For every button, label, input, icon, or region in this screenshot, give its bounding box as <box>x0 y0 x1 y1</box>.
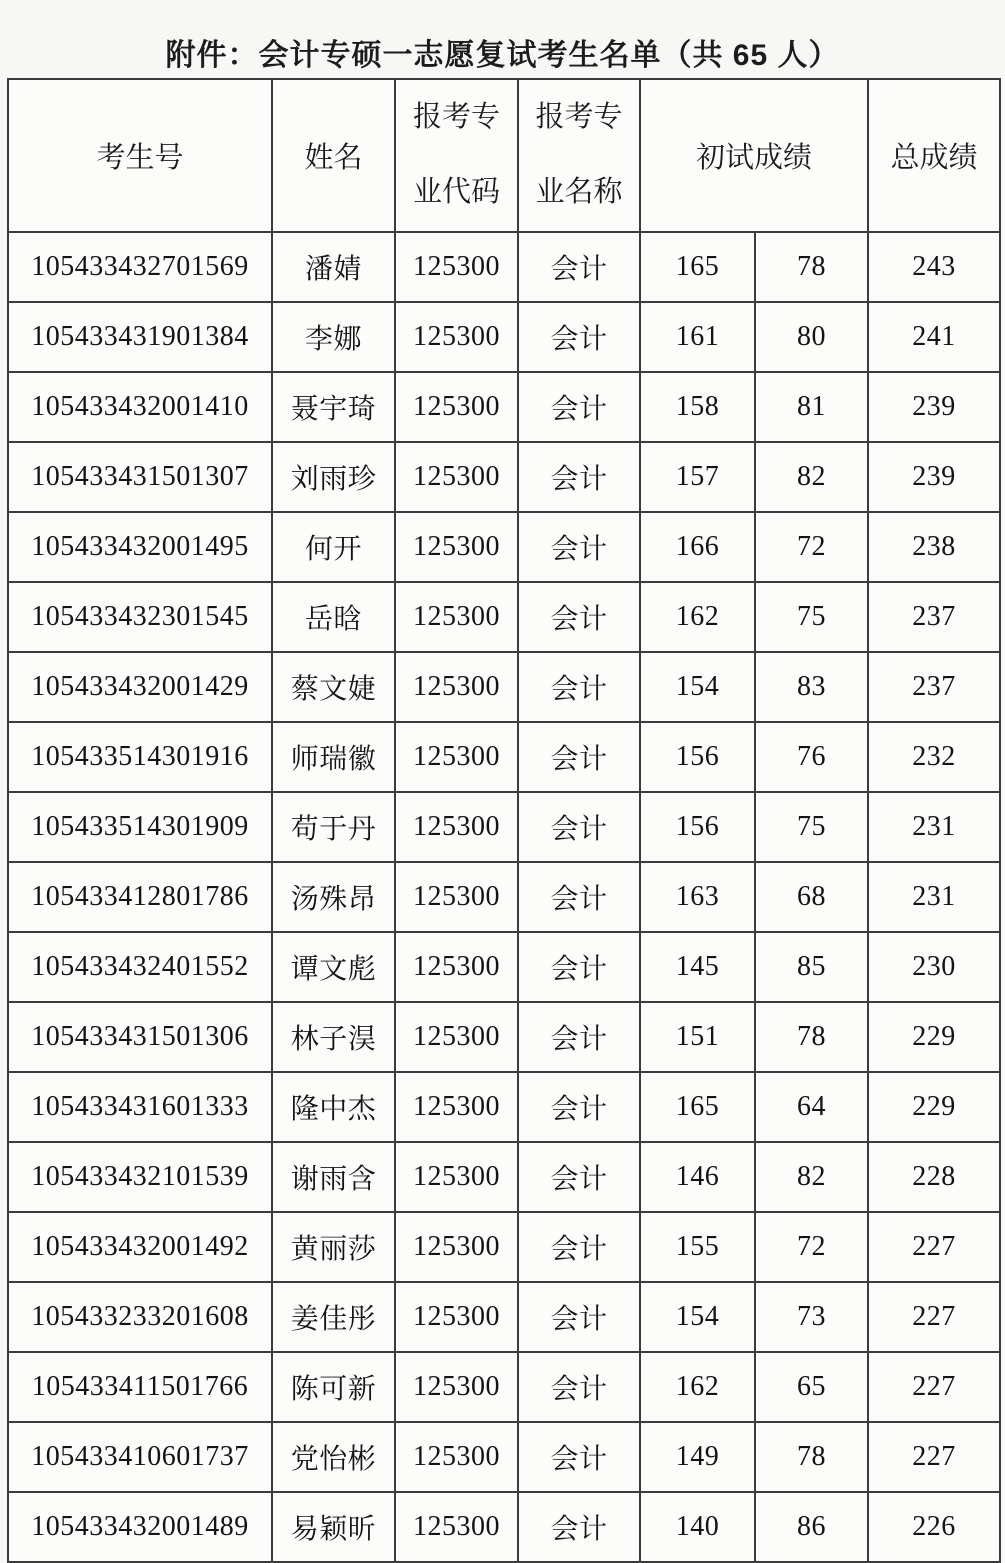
cell-candidate-no: 105433432001489 <box>8 1492 272 1562</box>
cell-total-score: 227 <box>868 1212 1000 1282</box>
cell-major-name: 会计 <box>518 1352 640 1422</box>
table-row <box>8 512 1000 582</box>
cell-major-code: 125300 <box>395 862 518 932</box>
cell-prelim-score-a: 165 <box>640 232 755 302</box>
cell-prelim-score-b: 86 <box>755 1492 868 1562</box>
cell-candidate-no: 105433410601737 <box>8 1422 272 1492</box>
cell-candidate-no: 105433432701569 <box>8 232 272 302</box>
cell-prelim-score-a: 157 <box>640 442 755 512</box>
cell-name: 林子淏 <box>272 1002 395 1072</box>
cell-prelim-score-a: 154 <box>640 1282 755 1352</box>
cell-name: 陈可新 <box>272 1352 395 1422</box>
cell-prelim-score-a: 146 <box>640 1142 755 1212</box>
cell-major-code: 125300 <box>395 792 518 862</box>
cell-prelim-score-b: 75 <box>755 792 868 862</box>
header-candidate-no: 考生号 <box>8 79 272 232</box>
cell-name: 姜佳彤 <box>272 1282 395 1352</box>
page-title: 附件：会计专硕一志愿复试考生名单（共 65 人） <box>165 39 840 72</box>
cell-prelim-score-b: 82 <box>755 442 868 512</box>
table-row <box>8 652 1000 722</box>
candidate-roster-table <box>7 78 1001 1563</box>
cell-major-name: 会计 <box>518 1072 640 1142</box>
cell-total-score: 229 <box>868 1072 1000 1142</box>
cell-major-name: 会计 <box>518 862 640 932</box>
table-row <box>8 442 1000 512</box>
cell-major-name: 会计 <box>518 1282 640 1352</box>
cell-major-code: 125300 <box>395 1422 518 1492</box>
table-row <box>8 1212 1000 1282</box>
cell-name: 潘婧 <box>272 232 395 302</box>
table-row <box>8 302 1000 372</box>
cell-major-name: 会计 <box>518 232 640 302</box>
cell-prelim-score-b: 65 <box>755 1352 868 1422</box>
cell-prelim-score-b: 73 <box>755 1282 868 1352</box>
header-major-code <box>395 79 518 232</box>
cell-prelim-score-a: 158 <box>640 372 755 442</box>
table-row <box>8 1142 1000 1212</box>
cell-major-code: 125300 <box>395 442 518 512</box>
cell-total-score: 237 <box>868 652 1000 722</box>
cell-major-code: 125300 <box>395 1352 518 1422</box>
cell-total-score: 229 <box>868 1002 1000 1072</box>
table-row <box>8 722 1000 792</box>
cell-major-name: 会计 <box>518 1212 640 1282</box>
cell-major-name: 会计 <box>518 652 640 722</box>
cell-prelim-score-b: 72 <box>755 1212 868 1282</box>
cell-major-code: 125300 <box>395 582 518 652</box>
cell-name: 李娜 <box>272 302 395 372</box>
cell-major-code: 125300 <box>395 1492 518 1562</box>
cell-total-score: 230 <box>868 932 1000 1002</box>
cell-prelim-score-b: 78 <box>755 1002 868 1072</box>
cell-prelim-score-a: 140 <box>640 1492 755 1562</box>
header-name: 姓名 <box>272 79 395 232</box>
cell-prelim-score-b: 78 <box>755 232 868 302</box>
table-row <box>8 372 1000 442</box>
cell-total-score: 232 <box>868 722 1000 792</box>
table-row <box>8 582 1000 652</box>
table-row <box>8 1352 1000 1422</box>
cell-total-score: 239 <box>868 372 1000 442</box>
cell-prelim-score-b: 72 <box>755 512 868 582</box>
cell-prelim-score-a: 149 <box>640 1422 755 1492</box>
cell-candidate-no: 105433431601333 <box>8 1072 272 1142</box>
cell-major-name: 会计 <box>518 582 640 652</box>
cell-major-code: 125300 <box>395 652 518 722</box>
cell-total-score: 238 <box>868 512 1000 582</box>
table-row <box>8 932 1000 1002</box>
cell-prelim-score-a: 161 <box>640 302 755 372</box>
cell-total-score: 239 <box>868 442 1000 512</box>
cell-major-code: 125300 <box>395 372 518 442</box>
cell-prelim-score-a: 156 <box>640 792 755 862</box>
table-row <box>8 792 1000 862</box>
cell-prelim-score-a: 155 <box>640 1212 755 1282</box>
cell-candidate-no: 105433432001410 <box>8 372 272 442</box>
cell-total-score: 227 <box>868 1422 1000 1492</box>
cell-name: 岳晗 <box>272 582 395 652</box>
cell-major-code: 125300 <box>395 1282 518 1352</box>
cell-major-name: 会计 <box>518 302 640 372</box>
cell-prelim-score-a: 166 <box>640 512 755 582</box>
table-header-row <box>8 79 1000 232</box>
cell-total-score: 237 <box>868 582 1000 652</box>
cell-total-score: 227 <box>868 1352 1000 1422</box>
cell-candidate-no: 105433431501307 <box>8 442 272 512</box>
cell-major-name: 会计 <box>518 512 640 582</box>
cell-prelim-score-a: 165 <box>640 1072 755 1142</box>
table-row <box>8 1072 1000 1142</box>
cell-prelim-score-b: 80 <box>755 302 868 372</box>
cell-major-code: 125300 <box>395 302 518 372</box>
header-initial-scores: 初试成绩 <box>640 79 868 232</box>
cell-major-code: 125300 <box>395 722 518 792</box>
cell-total-score: 226 <box>868 1492 1000 1562</box>
cell-prelim-score-b: 83 <box>755 652 868 722</box>
cell-major-code: 125300 <box>395 932 518 1002</box>
cell-total-score: 241 <box>868 302 1000 372</box>
cell-name: 易颖昕 <box>272 1492 395 1562</box>
cell-prelim-score-a: 162 <box>640 582 755 652</box>
header-total-score: 总成绩 <box>868 79 1000 232</box>
cell-total-score: 231 <box>868 862 1000 932</box>
cell-candidate-no: 105433233201608 <box>8 1282 272 1352</box>
cell-prelim-score-b: 85 <box>755 932 868 1002</box>
table-row <box>8 1002 1000 1072</box>
cell-name: 谢雨含 <box>272 1142 395 1212</box>
table-row <box>8 1422 1000 1492</box>
cell-prelim-score-b: 81 <box>755 372 868 442</box>
cell-total-score: 243 <box>868 232 1000 302</box>
table-row <box>8 1492 1000 1562</box>
cell-candidate-no: 105433432301545 <box>8 582 272 652</box>
cell-major-code: 125300 <box>395 1142 518 1212</box>
cell-prelim-score-b: 64 <box>755 1072 868 1142</box>
table-row <box>8 232 1000 302</box>
table-row <box>8 862 1000 932</box>
cell-prelim-score-a: 156 <box>640 722 755 792</box>
cell-name: 谭文彪 <box>272 932 395 1002</box>
cell-candidate-no: 105433432001429 <box>8 652 272 722</box>
cell-prelim-score-b: 68 <box>755 862 868 932</box>
cell-candidate-no: 105433431501306 <box>8 1002 272 1072</box>
cell-candidate-no: 105433514301916 <box>8 722 272 792</box>
cell-total-score: 228 <box>868 1142 1000 1212</box>
cell-major-name: 会计 <box>518 442 640 512</box>
cell-candidate-no: 105433432001495 <box>8 512 272 582</box>
cell-prelim-score-a: 162 <box>640 1352 755 1422</box>
cell-name: 汤殊昂 <box>272 862 395 932</box>
cell-name: 党怡彬 <box>272 1422 395 1492</box>
cell-total-score: 231 <box>868 792 1000 862</box>
cell-name: 聂宇琦 <box>272 372 395 442</box>
cell-prelim-score-b: 75 <box>755 582 868 652</box>
cell-candidate-no: 105433411501766 <box>8 1352 272 1422</box>
cell-major-name: 会计 <box>518 1002 640 1072</box>
cell-candidate-no: 105433432101539 <box>8 1142 272 1212</box>
cell-name: 何开 <box>272 512 395 582</box>
cell-major-code: 125300 <box>395 232 518 302</box>
cell-total-score: 227 <box>868 1282 1000 1352</box>
cell-name: 师瑞徽 <box>272 722 395 792</box>
cell-name: 苟于丹 <box>272 792 395 862</box>
cell-major-code: 125300 <box>395 512 518 582</box>
cell-name: 蔡文婕 <box>272 652 395 722</box>
cell-name: 刘雨珍 <box>272 442 395 512</box>
cell-prelim-score-b: 82 <box>755 1142 868 1212</box>
cell-prelim-score-a: 145 <box>640 932 755 1002</box>
cell-prelim-score-b: 76 <box>755 722 868 792</box>
cell-prelim-score-a: 163 <box>640 862 755 932</box>
cell-major-name: 会计 <box>518 1492 640 1562</box>
cell-prelim-score-a: 154 <box>640 652 755 722</box>
cell-prelim-score-a: 151 <box>640 1002 755 1072</box>
cell-major-name: 会计 <box>518 932 640 1002</box>
cell-major-name: 会计 <box>518 722 640 792</box>
cell-candidate-no: 105433412801786 <box>8 862 272 932</box>
cell-name: 隆中杰 <box>272 1072 395 1142</box>
cell-major-code: 125300 <box>395 1002 518 1072</box>
header-major-code-label: 报考专业代码 <box>412 101 500 209</box>
cell-candidate-no: 105433432401552 <box>8 932 272 1002</box>
cell-name: 黄丽莎 <box>272 1212 395 1282</box>
cell-major-name: 会计 <box>518 1142 640 1212</box>
cell-major-name: 会计 <box>518 372 640 442</box>
header-major-name <box>518 79 640 232</box>
cell-candidate-no: 105433514301909 <box>8 792 272 862</box>
cell-major-name: 会计 <box>518 792 640 862</box>
header-major-name-label: 报考专业名称 <box>535 101 623 209</box>
cell-major-name: 会计 <box>518 1422 640 1492</box>
cell-candidate-no: 105433431901384 <box>8 302 272 372</box>
table-row <box>8 1282 1000 1352</box>
cell-major-code: 125300 <box>395 1072 518 1142</box>
cell-candidate-no: 105433432001492 <box>8 1212 272 1282</box>
cell-prelim-score-b: 78 <box>755 1422 868 1492</box>
cell-major-code: 125300 <box>395 1212 518 1282</box>
